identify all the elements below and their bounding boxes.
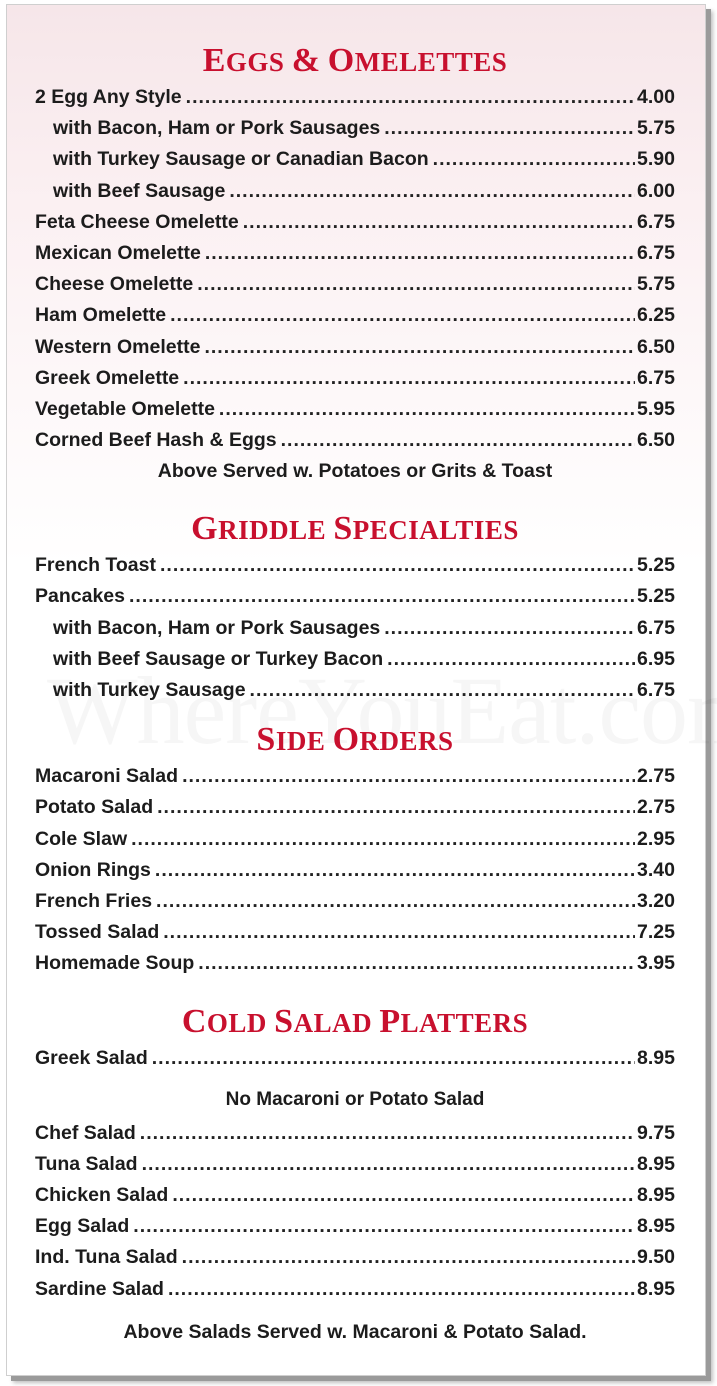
menu-item: Macaroni Salad ..... 2.75 <box>35 761 675 792</box>
menu-page <box>6 4 706 1376</box>
menu-item: Pancakes ..... 5.25 <box>35 581 675 612</box>
menu-item: with Bacon, Ham or Pork Sausages ..... 6.75 <box>35 613 675 644</box>
menu-item: Feta Cheese Omelette ..... 6.75 <box>35 207 675 238</box>
menu-item: Potato Salad ..... 2.75 <box>35 792 675 823</box>
menu-item: Western Omelette ..... 6.50 <box>35 332 675 363</box>
menu-item: Tuna Salad ..... 8.95 <box>35 1149 675 1180</box>
menu-item: Ind. Tuna Salad ..... 9.50 <box>35 1242 675 1273</box>
menu-item: Greek Salad ..... 8.95 <box>35 1043 675 1074</box>
menu-item: Chef Salad ..... 9.75 <box>35 1118 675 1149</box>
section-subnote: No Macaroni or Potato Salad <box>225 1088 485 1110</box>
menu-item: Egg Salad ..... 8.95 <box>35 1211 675 1242</box>
menu-item: French Toast ..... 5.25 <box>35 550 675 581</box>
menu-item: French Fries ..... 3.20 <box>35 886 675 917</box>
section-title-cold-salad-platters: COLD SALAD PLATTERS <box>181 1002 529 1040</box>
section-note: Above Served w. Potatoes or Grits & Toast <box>157 460 553 483</box>
menu-item: Cheese Omelette ..... 5.75 <box>35 269 675 300</box>
menu-item: Onion Rings ..... 3.40 <box>35 855 675 886</box>
menu-item: 2 Egg Any Style ..... 4.00 <box>35 82 675 113</box>
menu-item: Homemade Soup ..... 3.95 <box>35 948 675 979</box>
menu-item: with Beef Sausage or Turkey Bacon ..... 6.95 <box>35 644 675 675</box>
menu-item: Vegetable Omelette ..... 5.95 <box>35 394 675 425</box>
menu-item: Tossed Salad ..... 7.25 <box>35 917 675 948</box>
menu-item: with Turkey Sausage ..... 6.75 <box>35 675 675 706</box>
menu-item: Corned Beef Hash & Eggs ..... 6.50 <box>35 425 675 456</box>
section-title-griddle-specialties: GRIDDLE SPECIALTIES <box>191 510 519 548</box>
menu-item: Sardine Salad ..... 8.95 <box>35 1274 675 1305</box>
menu-item: Mexican Omelette ..... 6.75 <box>35 238 675 269</box>
menu-item: Greek Omelette ..... 6.75 <box>35 363 675 394</box>
section-note: Above Salads Served w. Macaroni & Potato Salad. <box>123 1320 587 1343</box>
menu-item: Cole Slaw ..... 2.95 <box>35 824 675 855</box>
menu-item: Ham Omelette ..... 6.25 <box>35 300 675 331</box>
menu-item: with Beef Sausage ..... 6.00 <box>35 176 675 207</box>
menu-item: with Turkey Sausage or Canadian Bacon ..... 5.90 <box>35 144 675 175</box>
section-title-eggs-omelettes: EGGS & OMELETTES <box>202 42 508 79</box>
menu-item: with Bacon, Ham or Pork Sausages ..... 5.75 <box>35 113 675 144</box>
section-title-side-orders: SIDE ORDERS <box>256 721 454 759</box>
menu-content <box>35 41 675 1348</box>
menu-item: Chicken Salad ..... 8.95 <box>35 1180 675 1211</box>
